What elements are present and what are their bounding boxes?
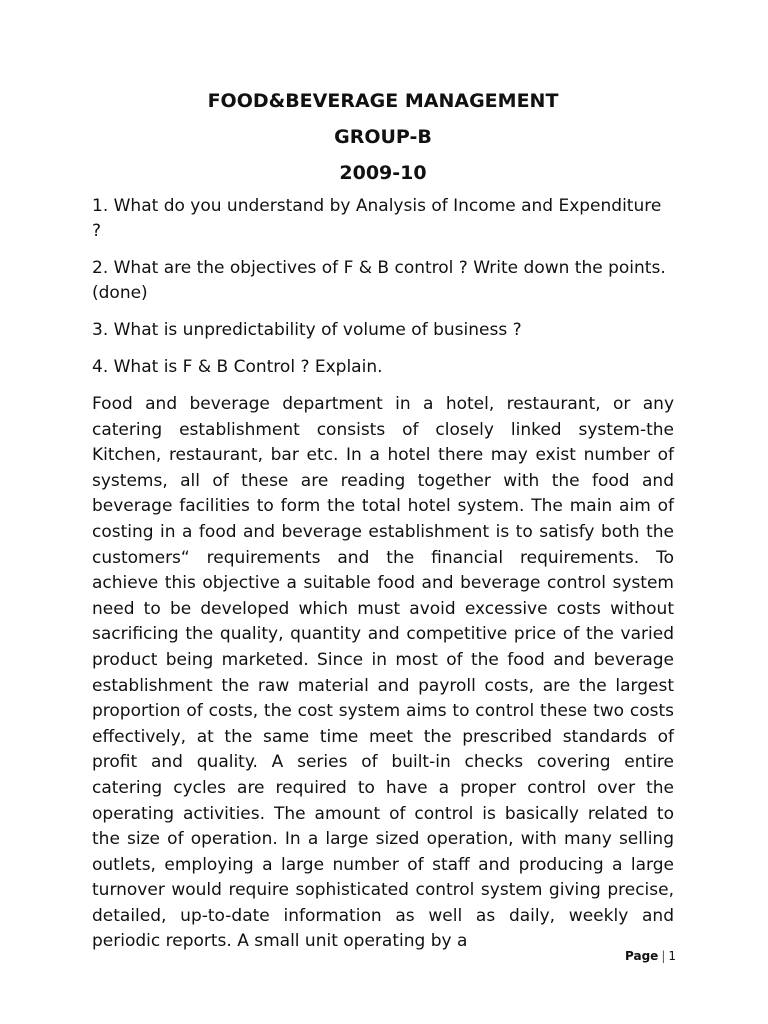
page-label: Page xyxy=(625,949,659,963)
question-1: 1. What do you understand by Analysis of Income and Expenditure ? xyxy=(92,196,662,241)
question-3: 3. What is unpredictability of volume of business ? xyxy=(92,320,522,340)
page-content xyxy=(92,88,674,955)
page-number: 1 xyxy=(668,949,676,963)
answer-paragraph: Food and beverage department in a hotel, restaurant, or any catering establishment consists of closely linked system-the Kitchen, restaurant, bar etc. In a hotel there may exist number of systems, all of these are reading together with the food and beverage facilities to form the total hotel system. The main aim of costing in a food and beverage establishment is to satisfy both the customers“ requirements and the financial requirements. To achieve this objective a suitable food and beverage control system need to be developed which must avoid excessive costs without sacrificing the quality, quantity and competitive price of the varied product being marketed. Since in most of the food and beverage establishment the raw material and payroll costs, are the largest proportion of costs, the cost system aims to control these two costs effectively, at the same time meet the prescribed standards of profit and quality. A series of built-in checks covering entire catering cycles are required to have a proper control over the operating activities. The amount of control is basically related to the size of operation. In a large sized operation, with many selling outlets, employing a large number of staff and producing a large turnover would require sophisticated control system giving precise, detailed, up-to-date information as well as daily, weekly and periodic reports. A small unit operating by a xyxy=(92,394,674,952)
question-4: 4. What is F & B Control ? Explain. xyxy=(92,357,383,377)
document-group: GROUP-B xyxy=(334,126,432,148)
page-footer xyxy=(625,948,676,964)
question-2: 2. What are the objectives of F & B control ? Write down the points. (done) xyxy=(92,258,666,303)
page-separator: | xyxy=(661,949,666,963)
document-year: 2009-10 xyxy=(339,162,427,184)
document-title: FOOD&BEVERAGE MANAGEMENT xyxy=(207,90,559,112)
